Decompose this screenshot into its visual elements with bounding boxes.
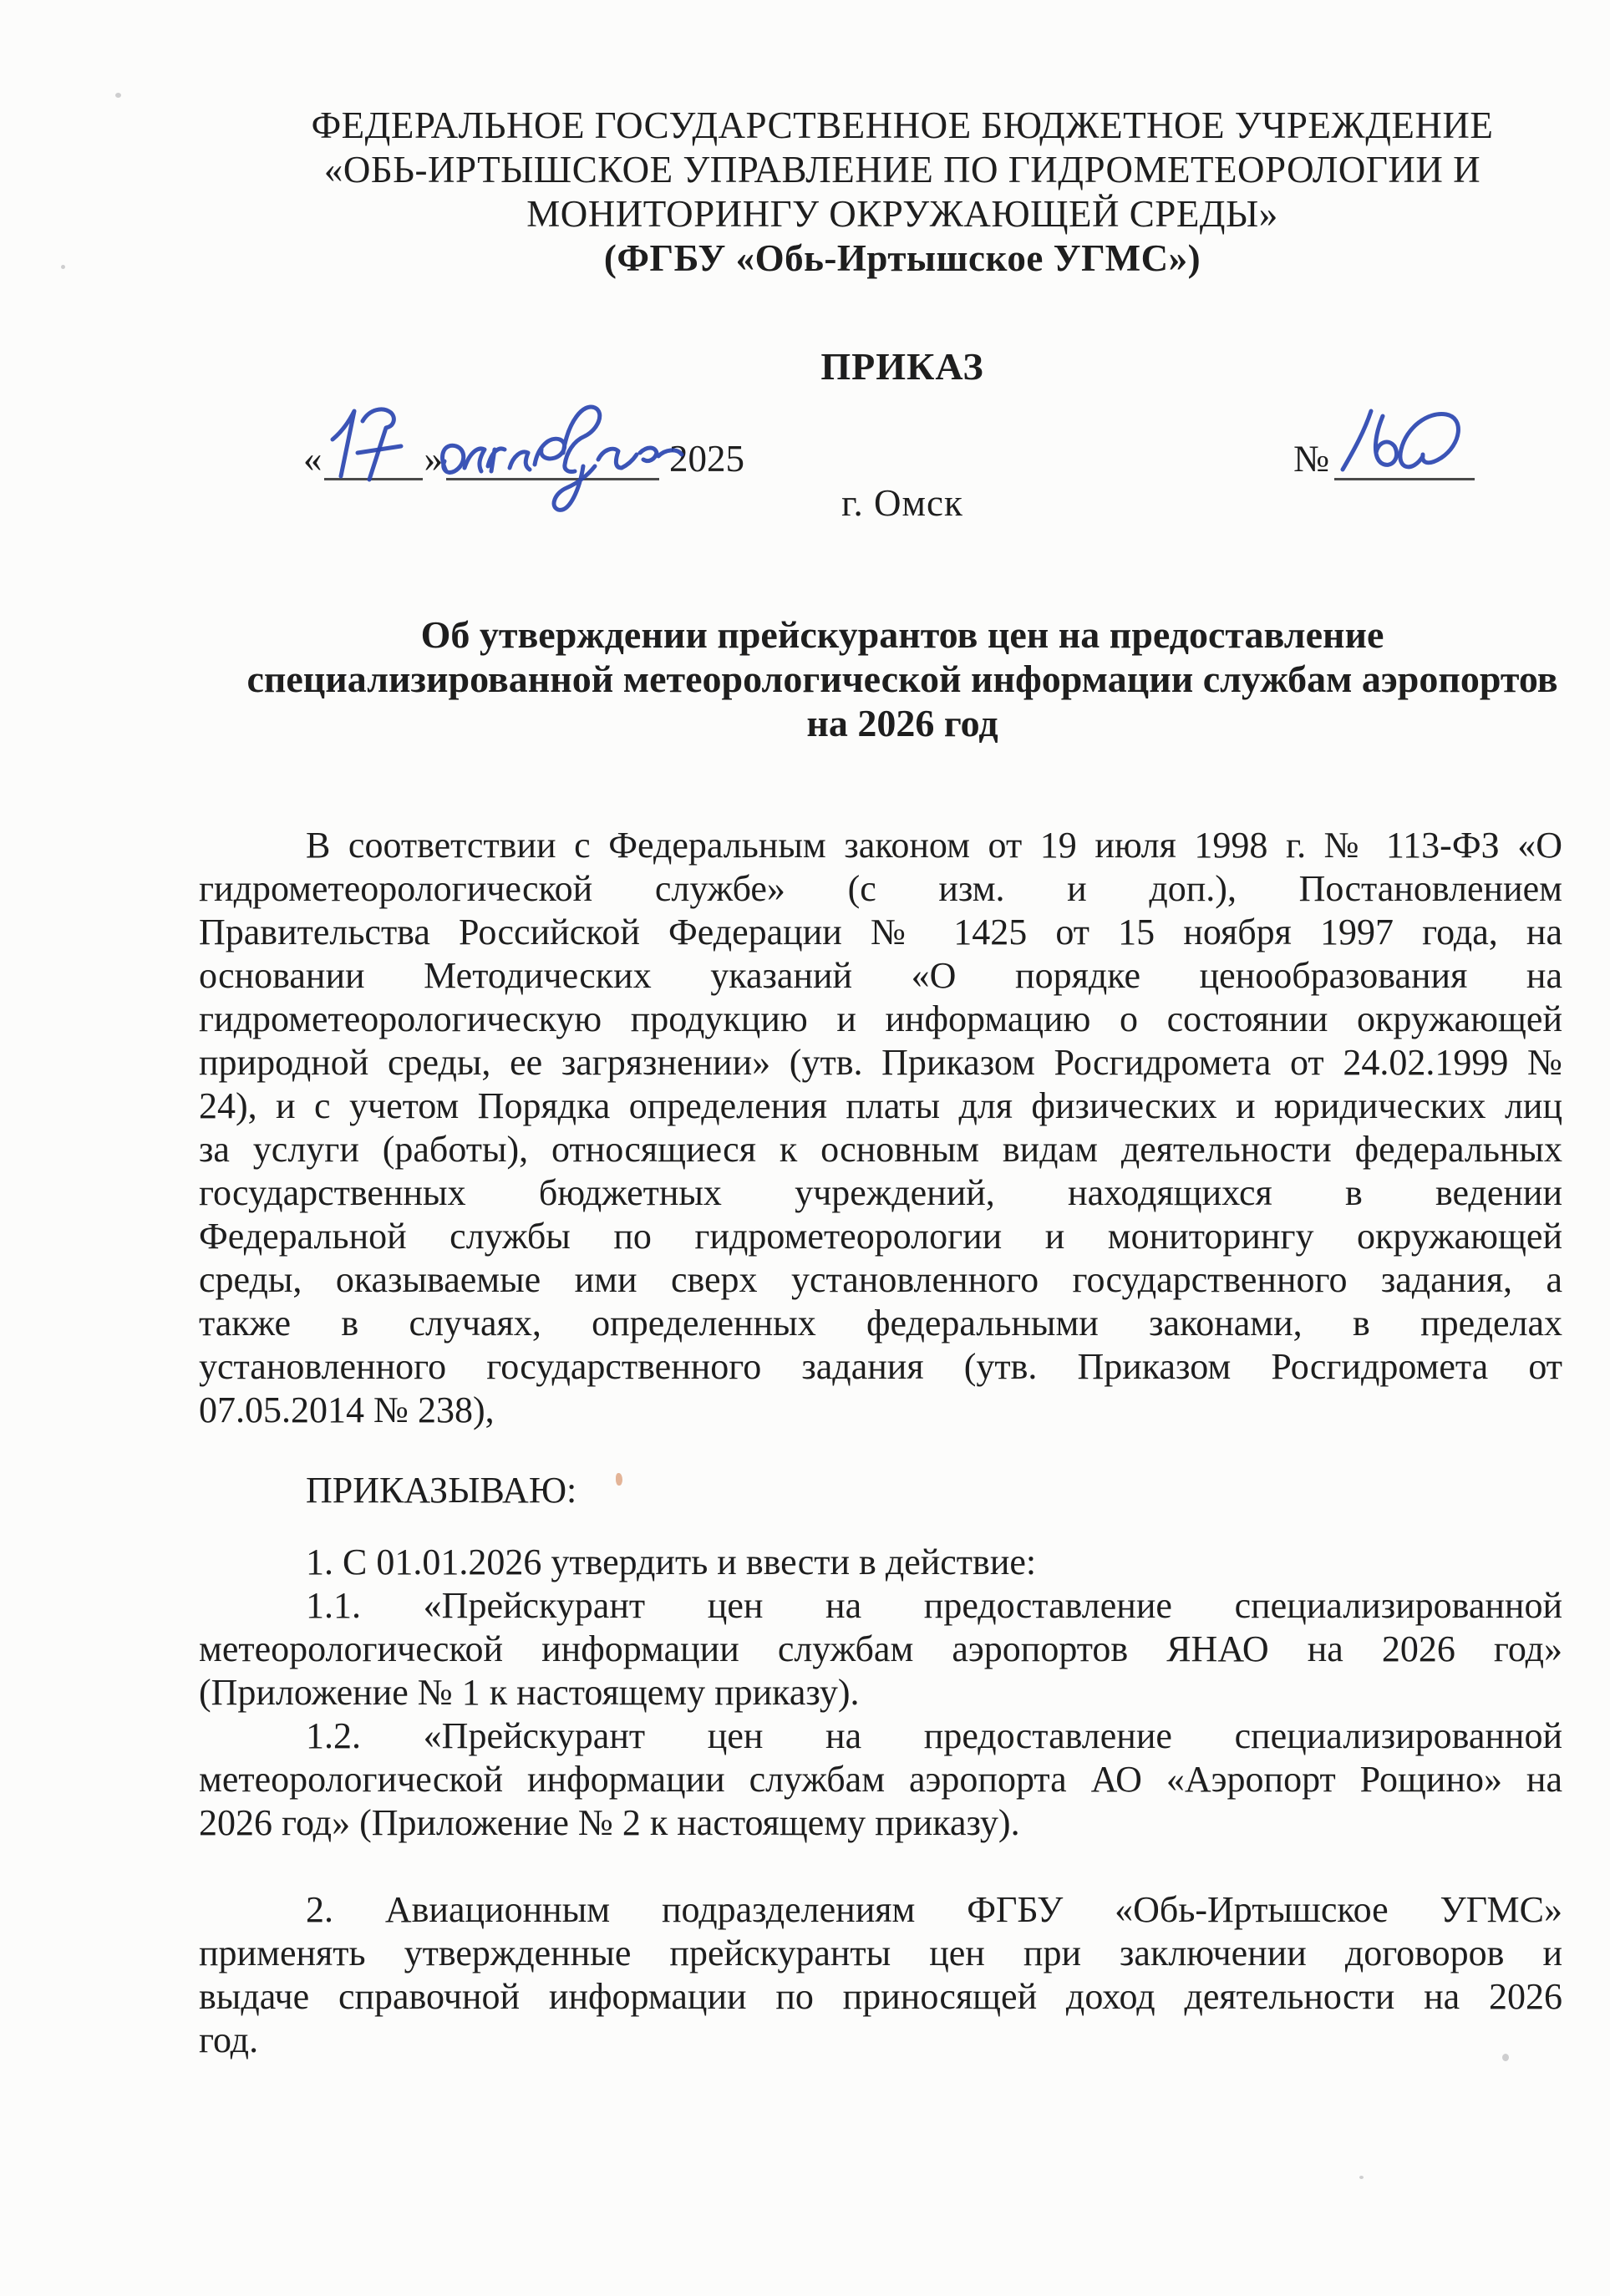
- text-line: государственных бюджетных учреждений, находящихся в ведении: [199, 1172, 1562, 1213]
- order-title-line-2: специализированной метеорологической информации службам аэропортов: [246, 658, 1558, 700]
- scan-artifact: [61, 265, 65, 269]
- date-field: [303, 414, 744, 480]
- text-line: основании Методических указаний «О порядке ценообразования на: [199, 955, 1562, 996]
- text-line: среды, оказываемые ими сверх установленного государственного задания, а: [199, 1259, 1562, 1300]
- text-line: метеорологической информации службам аэропортов ЯНАО на 2026 год»: [199, 1628, 1562, 1669]
- item-2: [199, 1888, 1562, 2062]
- place-line: г. Омск: [841, 482, 963, 524]
- month-blank: [446, 429, 659, 480]
- number-value: [1334, 429, 1335, 430]
- resolution-keyword: ПРИКАЗЫВАЮ:: [306, 1470, 577, 1511]
- close-quote: »: [424, 438, 443, 480]
- order-number-field: [1293, 414, 1475, 480]
- item-1-2: [199, 1714, 1562, 1845]
- text-line: гидрометеорологическую продукцию и информацию о состоянии окружающей: [199, 998, 1562, 1039]
- text-line: 1.1. «Прейскурант цен на предоставление специализированной: [306, 1585, 1562, 1626]
- number-blank: [1334, 429, 1475, 480]
- org-name-line-1: ФЕДЕРАЛЬНОЕ ГОСУДАРСТВЕННОЕ БЮДЖЕТНОЕ УЧРЕЖДЕНИЕ: [311, 104, 1494, 146]
- text-line: Федеральной службы по гидрометеорологии и мониторингу окружающей: [199, 1216, 1562, 1257]
- text-line: В соответствии с Федеральным законом от 19 июля 1998 г. № 113-ФЗ «О: [306, 825, 1562, 866]
- org-name-line-3: МОНИТОРИНГУ ОКРУЖАЮЩЕЙ СРЕДЫ»: [526, 193, 1278, 235]
- text-line: природной среды, ее загрязнении» (утв. Приказом Росгидромета от 24.02.1999 №: [199, 1042, 1562, 1083]
- text-line: применять утвержденные прейскуранты цен при заключении договоров и: [199, 1933, 1562, 1973]
- item-1-1: [199, 1584, 1562, 1714]
- org-short-name: (ФГБУ «Обь-Иртышское УГМС»): [603, 237, 1201, 279]
- text-line: метеорологической информации службам аэропорта АО «Аэропорт Рощино» на: [199, 1759, 1562, 1800]
- text-line: 2026 год» (Приложение № 2 к настоящему приказу).: [199, 1802, 1020, 1843]
- text-line: также в случаях, определенных федеральными законами, в пределах: [199, 1303, 1562, 1344]
- scan-artifact: [1502, 2054, 1509, 2061]
- day-value: [324, 429, 325, 430]
- handwritten-day: [319, 401, 413, 485]
- order-title-line-3: на 2026 год: [806, 702, 998, 744]
- text-line: 2. Авиационным подразделениям ФГБУ «Обь-Иртышское УГМС»: [306, 1889, 1562, 1930]
- scan-artifact: [115, 93, 121, 98]
- number-sign: №: [1293, 438, 1329, 480]
- order-title: [201, 612, 1604, 745]
- text-line: за услуги (работы), относящиеся к основным видам деятельности федеральных: [199, 1129, 1562, 1170]
- text-line: Правительства Российской Федерации № 1425 от 15 ноября 1997 года, на: [199, 912, 1562, 952]
- order-title-line-1: Об утверждении прейскурантов цен на предоставление: [420, 613, 1384, 656]
- open-quote: «: [303, 438, 323, 480]
- order-body: [199, 824, 1562, 2062]
- year-text: 2025: [669, 438, 744, 480]
- org-name-line-2: «ОБЬ-ИРТЫШСКОЕ УПРАВЛЕНИЕ ПО ГИДРОМЕТЕОРОЛОГИИ И: [323, 149, 1481, 190]
- scan-artifact: [1359, 2176, 1364, 2179]
- text-line: установленного государственного задания (утв. Приказом Росгидромета от: [199, 1346, 1562, 1387]
- text-line: 07.05.2014 № 238),: [199, 1389, 495, 1430]
- intro-paragraph: [199, 824, 1562, 1432]
- org-name-block: [201, 104, 1604, 281]
- text-line: (Приложение № 1 к настоящему приказу).: [199, 1672, 860, 1713]
- document-type-heading: ПРИКАЗ: [820, 345, 984, 388]
- text-line: 1.2. «Прейскурант цен на предоставление специализированной: [306, 1715, 1562, 1756]
- text-line: 24), и с учетом Порядка определения платы для физических и юридических лиц: [199, 1085, 1562, 1126]
- text-line: выдаче справочной информации по приносящей доход деятельности на 2026: [199, 1976, 1562, 2017]
- scan-artifact: [616, 1473, 622, 1486]
- month-value: [446, 429, 447, 430]
- text-line: гидрометеорологической службе» (с изм. и доп.), Постановлением: [199, 868, 1562, 909]
- day-blank: [324, 429, 423, 480]
- item-1: 1. С 01.01.2026 утвердить и ввести в действие:: [306, 1542, 1037, 1582]
- handwritten-number: [1333, 396, 1481, 486]
- text-line: год.: [199, 2019, 259, 2060]
